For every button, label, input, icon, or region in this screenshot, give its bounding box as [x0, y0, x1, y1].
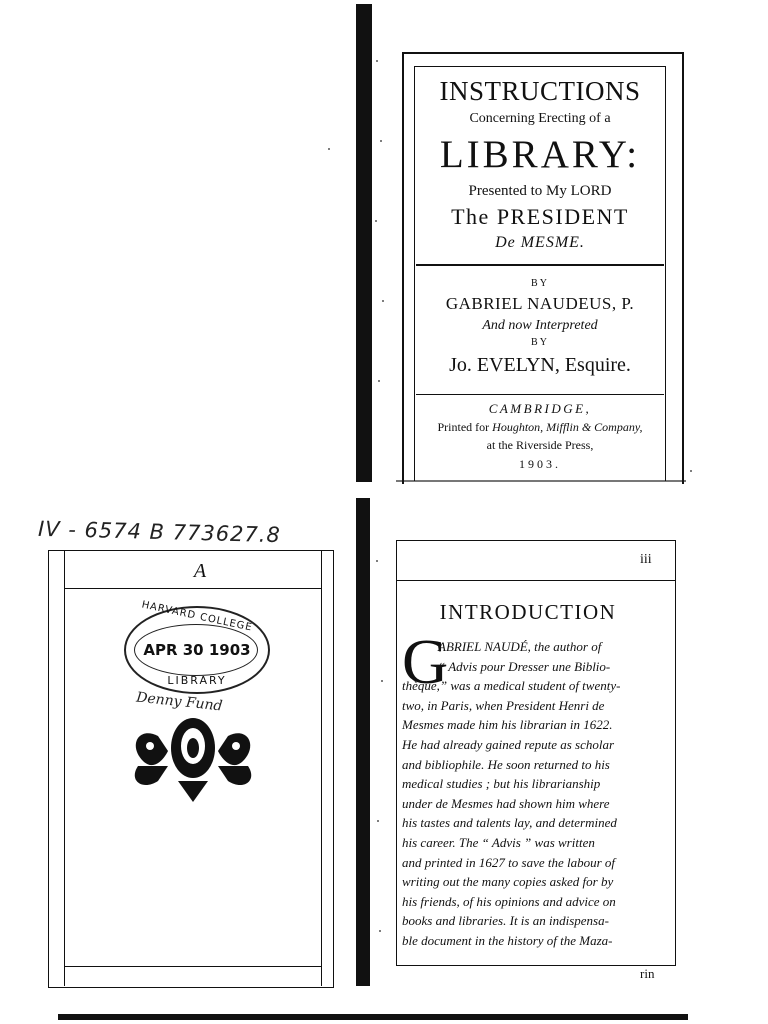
- author-name: GABRIEL NAUDEUS, P.: [445, 294, 635, 313]
- intro-line-2: “ Advis pour Dresser une Biblio-: [438, 658, 611, 674]
- printed-for: Printed for: [437, 420, 490, 434]
- by-label-1: BY: [531, 278, 549, 289]
- title-rule-2: [416, 394, 664, 395]
- page-number: iii: [640, 552, 652, 567]
- intro-line-14: his friends, of his opinions and advice on: [402, 893, 616, 909]
- imprint-city: CAMBRIDGE,: [488, 401, 592, 416]
- intro-line-16: ble document in the history of the Maza-: [402, 932, 613, 948]
- intro-line-5: Mesmes made him his librarian in 1622.: [402, 717, 613, 733]
- intro-line-4: two, in Paris, when President Henri de: [402, 697, 605, 713]
- intro-line-11: his career. The “ Advis ” was written: [402, 834, 595, 850]
- intro-text: [402, 637, 670, 951]
- stamp-bottom-text: LIBRARY: [167, 674, 227, 687]
- fund-note: Denny Fund: [135, 689, 224, 715]
- title-concerning: Concerning Erecting of a: [469, 111, 611, 126]
- stamp-top-text: HARVARD COLLEGE: [140, 599, 254, 634]
- title-rule-1: [416, 264, 664, 266]
- imprint-block: [416, 400, 664, 474]
- intro-line-9: under de Mesmes had shown him where: [402, 795, 610, 811]
- catchword: rin: [640, 966, 655, 981]
- intro-heading: INTRODUCTION: [439, 600, 617, 624]
- drop-cap: G: [402, 626, 449, 697]
- stamp-date: APR 30 1903: [143, 641, 251, 659]
- ornament-emblem-icon: [118, 706, 268, 806]
- imprint-year: 1903.: [519, 457, 561, 471]
- title-block: [416, 74, 664, 254]
- imprint-publisher-line: [416, 418, 664, 436]
- imprint-press: at the Riverside Press,: [486, 438, 594, 452]
- title-de-mesme: De MESME.: [495, 234, 585, 251]
- intro-line-13: writing out the many copies asked for by: [402, 874, 614, 890]
- flyleaf-mark: A: [193, 560, 207, 582]
- title-president: The PRESIDENT: [451, 204, 629, 229]
- library-stamp: [124, 599, 270, 694]
- intro-line-1: ABRIEL NAUDÉ, the author of: [438, 639, 602, 654]
- flyleaf-foot-rule: [64, 966, 322, 967]
- intro-line-7: and bibliophile. He soon returned to his: [402, 756, 610, 772]
- intro-line-3: thèque,” was a medical student of twenty-: [402, 678, 621, 694]
- publisher: Houghton, Mifflin & Company,: [492, 420, 643, 434]
- intro-line-15: books and libraries. It is an indispensa-: [402, 913, 609, 929]
- interpreted-line: And now Interpreted: [482, 318, 598, 333]
- top-gutter-shadow: [356, 4, 372, 482]
- bottom-edge-rule: [58, 1014, 688, 1020]
- intro-head-rule: [396, 580, 676, 581]
- title-instructions: INSTRUCTIONS: [439, 76, 641, 106]
- intro-line-10: his tastes and talents lay, and determined: [402, 815, 617, 831]
- author-block: [416, 276, 664, 380]
- title-library: LIBRARY:: [439, 133, 641, 176]
- shelfmark: IV - 6574 B 773627.8: [37, 516, 282, 548]
- bottom-gutter-shadow: [356, 498, 370, 986]
- intro-line-12: and printed in 1627 to save the labour of: [402, 854, 616, 870]
- by-label-2: BY: [531, 337, 549, 348]
- translator-name: Jo. EVELYN, Esquire.: [449, 354, 631, 376]
- intro-line-8: medical studies ; but his librarianship: [402, 776, 601, 792]
- flyleaf-head-rule: [64, 588, 322, 589]
- intro-line-6: He had already gained repute as scholar: [402, 736, 615, 752]
- title-presented: Presented to My LORD: [468, 183, 612, 199]
